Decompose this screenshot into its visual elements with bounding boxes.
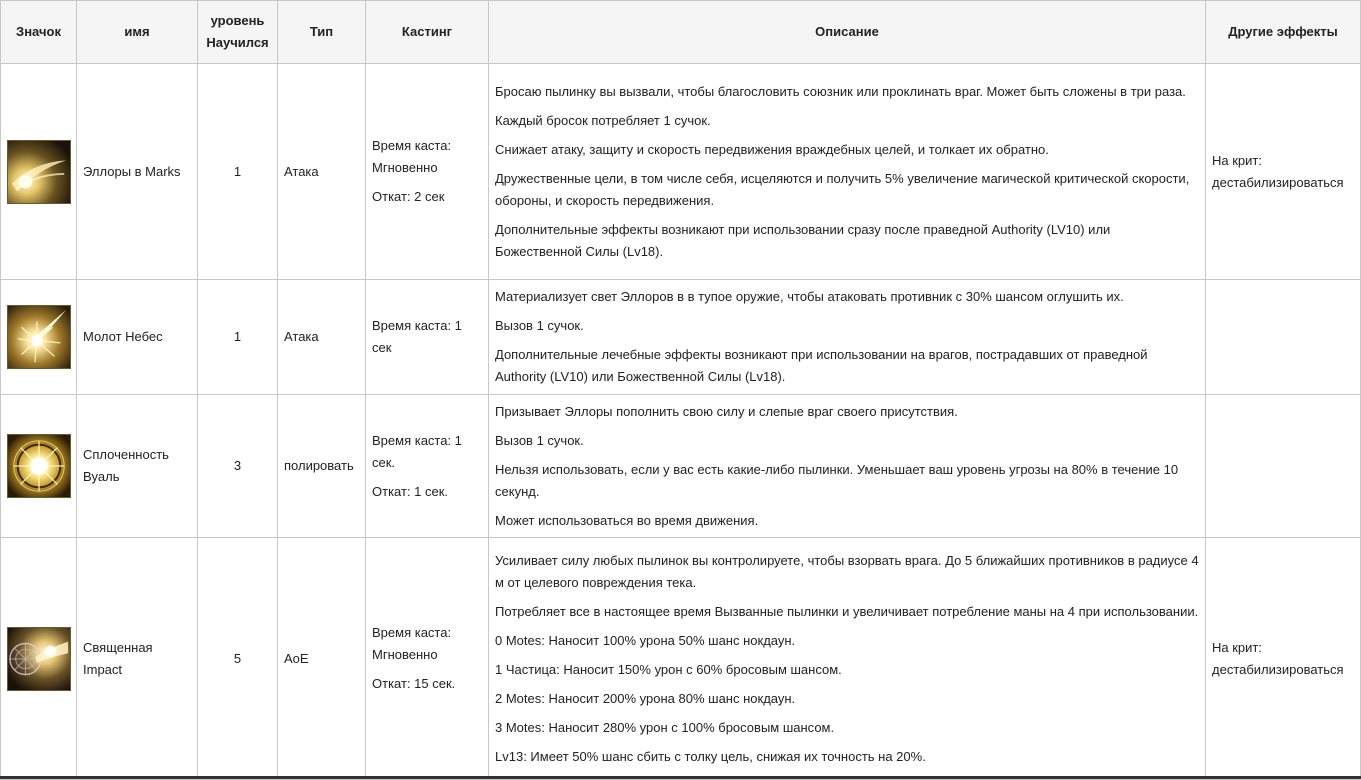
desc-paragraph: Призывает Эллоры пополнить свою силу и слепые враг своего присутствия. (495, 403, 958, 419)
desc-paragraph: Материализует свет Эллоров в в тупое оружие, чтобы атаковать противник с 30% шансом оглушить их. (495, 289, 1124, 304)
skill-other-effects (1206, 280, 1361, 395)
header-level-line1: уровень (210, 13, 265, 28)
skill-type: Атака (278, 280, 366, 395)
skill-level: 3 (198, 395, 278, 538)
desc-paragraph: Усиливает силу любых пылинок вы контролируете, чтобы взорвать врага. До 5 ближайших противников в радиусе 4 м от целевого повреждения тека. (495, 552, 1199, 590)
skill-level: 1 (198, 64, 278, 280)
icon-cell (1, 280, 77, 395)
skill-level: 1 (198, 280, 278, 395)
skill-type: полировать (278, 395, 366, 538)
table-row (1, 280, 1361, 395)
header-other: Другие эффекты (1206, 1, 1361, 64)
desc-paragraph: Дружественные цели, в том числе себя, исцеляются и получить 5% увеличение магической критической скорости, обороны, и скорость передвижения. (495, 170, 1190, 208)
desc-paragraph: 0 Motes: Наносит 100% урона 50% шанс нокдаун. (495, 632, 796, 648)
desc-paragraph: Бросаю пылинку вы вызвали, чтобы благословить союзник или проклинать враг. Может быть сложены в три раза. (495, 83, 1186, 99)
skill-description (489, 538, 1206, 780)
header-cast: Кастинг (366, 1, 489, 64)
table-row (1, 538, 1361, 780)
desc-paragraph: Дополнительные эффекты возникают при использовании сразу после праведной Authority (LV10) или Божественной Силы (Lv18). (495, 221, 1111, 259)
cast-time: Время каста: 1 сек. (372, 432, 462, 470)
desc-paragraph: Lv13: Имеет 50% шанс сбить с толку цель, снижая их точность на 20%. (495, 748, 926, 764)
cooldown: Откат: 1 сек. (372, 483, 449, 499)
desc-paragraph: Потребляет все в настоящее время Вызванные пылинки и увеличивает потребление маны на 4 при использовании. (495, 603, 1199, 619)
icon-cell (1, 538, 77, 780)
skill-name: Сплоченность Вуаль (77, 395, 198, 538)
header-desc: Описание (489, 1, 1206, 64)
cast-time: Время каста: Мгновенно (372, 138, 452, 175)
skill-description (489, 395, 1206, 538)
skill-name: Молот Небес (77, 280, 198, 395)
sacred-impact-icon (7, 627, 71, 691)
icon-cell (1, 64, 77, 280)
skill-cast (366, 64, 489, 280)
desc-paragraph: Может использоваться во время движения. (495, 512, 759, 528)
header-level (198, 1, 278, 64)
desc-paragraph: Нельзя использовать, если у вас есть какие-либо пылинки. Уменьшает ваш уровень угрозы на 80% в течение 10 секунд. (495, 461, 1179, 499)
radiant-burst-icon (7, 434, 71, 498)
comet-streak-icon (7, 140, 71, 204)
desc-paragraph: Вызов 1 сучок. (495, 318, 584, 333)
header-icon: Значок (1, 1, 77, 64)
skill-name: Эллоры в Marks (77, 64, 198, 280)
desc-paragraph: 1 Частица: Наносит 150% урон с 60% бросовым шансом. (495, 661, 842, 677)
light-hammer-icon (7, 305, 71, 369)
table-row (1, 64, 1361, 280)
skill-cast (366, 395, 489, 538)
desc-paragraph: Вызов 1 сучок. (495, 432, 584, 448)
skill-description (489, 280, 1206, 395)
header-level-line2: Научился (206, 35, 269, 50)
skill-other-effects (1206, 395, 1361, 538)
icon-cell (1, 395, 77, 538)
cast-time: Время каста: 1 сек (372, 318, 462, 355)
skill-cast (366, 280, 489, 395)
skill-cast (366, 538, 489, 780)
desc-paragraph: 3 Motes: Наносит 280% урон с 100% бросовым шансом. (495, 719, 835, 735)
skill-description (489, 64, 1206, 280)
skill-other-effects: На крит: дестабилизироваться (1206, 64, 1361, 280)
header-name: имя (77, 1, 198, 64)
skill-type: AoE (278, 538, 366, 780)
desc-paragraph: 2 Motes: Наносит 200% урона 80% шанс нокдаун. (495, 690, 796, 706)
cast-time: Время каста: Мгновенно (372, 625, 452, 662)
desc-paragraph: Снижает атаку, защиту и скорость передвижения враждебных целей, и толкает их обратно. (495, 141, 1049, 157)
table-row (1, 395, 1361, 538)
skill-level: 5 (198, 538, 278, 780)
skill-type: Атака (278, 64, 366, 280)
header-row (1, 1, 1361, 64)
desc-paragraph: Каждый бросок потребляет 1 сучок. (495, 112, 711, 128)
header-type: Тип (278, 1, 366, 64)
skill-name: Священная Impact (77, 538, 198, 780)
skill-other-effects: На крит: дестабилизироваться (1206, 538, 1361, 780)
cooldown: Откат: 2 сек (372, 189, 445, 204)
cooldown: Откат: 15 сек. (372, 676, 456, 691)
desc-paragraph: Дополнительные лечебные эффекты возникают при использовании на врагов, пострадавших от праведной Authority (LV10) или Божественной Силы (Lv18). (495, 347, 1148, 384)
